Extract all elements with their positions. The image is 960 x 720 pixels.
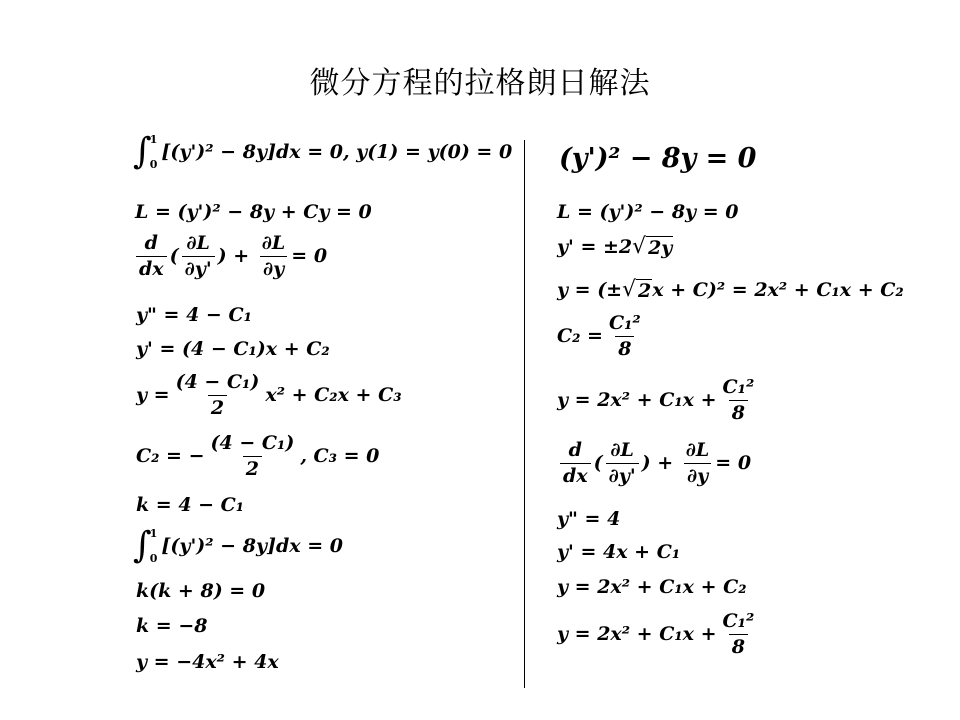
- right-substituted-solution: [557, 378, 760, 423]
- sqrt: √ 2: [622, 277, 652, 303]
- frac-den: dx: [136, 256, 167, 279]
- lhs: y =: [136, 384, 170, 406]
- problem-body: [(y')² − 8y]dx = 0, y(1) = y(0) = 0: [161, 140, 513, 163]
- frac-num: ∂L: [186, 232, 210, 254]
- left-constraint: [133, 525, 343, 566]
- frac-den: ∂y: [684, 463, 711, 486]
- frac-num: (4 − C₁): [175, 371, 260, 393]
- frac-den: 8: [729, 400, 748, 423]
- left-general-solution: [136, 373, 402, 418]
- left-k-value: k = −8: [136, 615, 208, 637]
- lhs: y' = ±2: [557, 235, 633, 258]
- right-first-derivative: [557, 236, 673, 258]
- integral-sign: ∫ 1 0: [133, 131, 158, 172]
- right-first-derivative-2: y' = 4x + C₁: [557, 541, 681, 563]
- right-euler-lagrange: $\frac{d}{dx}$ ( $\frac{\partial L}{\partial y'}$ ) + $\frac{\partial L}{\partial y}$ = 0: [557, 441, 751, 486]
- left-second-derivative: y" = 4 − C₁: [136, 304, 252, 326]
- frac-num: ∂L: [685, 439, 710, 461]
- right-ode: (y')² − 8y = 0: [559, 143, 757, 174]
- column-divider: [524, 140, 525, 688]
- constraint-body: [(y')² − 8y]dx = 0: [161, 534, 343, 557]
- rest: , C₃ = 0: [300, 445, 380, 467]
- right-second-derivative: y" = 4: [557, 508, 621, 530]
- left-euler-lagrange: $\frac{d}{dx}$ ( $\frac{\partial L}{\partial y'}$ ) + $\frac{\partial L}{\partial y}$ = 0: [133, 234, 327, 279]
- radicand: 2y: [648, 237, 673, 259]
- left-final-solution: y = −4x² + 4x: [136, 651, 279, 673]
- lhs: y = (±: [557, 278, 623, 301]
- frac-den: 8: [729, 634, 748, 657]
- lhs: C₂ = −: [136, 445, 205, 467]
- frac-den: dx: [560, 463, 591, 486]
- lower-limit: 0: [149, 158, 158, 171]
- left-first-derivative: y' = (4 − C₁)x + C₂: [136, 338, 330, 360]
- euler-rhs: = 0: [291, 245, 328, 267]
- rest: x + C)² = 2x² + C₁x + C₂: [652, 278, 904, 301]
- right-lagrangian: L = (y')² − 8y = 0: [557, 201, 739, 223]
- frac-den: ∂y: [260, 256, 287, 279]
- left-constants: [136, 434, 379, 479]
- right-final-solution: [557, 612, 760, 657]
- right-squared-solution: [557, 279, 904, 301]
- frac-num: C₁²: [722, 376, 755, 398]
- frac-den: 2: [208, 395, 227, 418]
- left-k-equation: k(k + 8) = 0: [136, 580, 266, 602]
- frac-num: (4 − C₁): [210, 432, 295, 454]
- sqrt: √ 2y: [632, 234, 673, 260]
- page-title: 微分方程的拉格朗日解法: [309, 66, 651, 101]
- upper-limit: 1: [149, 527, 158, 540]
- rest: x² + C₂x + C₃: [265, 384, 402, 406]
- integral-sign: ∫ 1 0: [133, 525, 158, 566]
- right-c2: [557, 314, 647, 359]
- frac-num: d: [568, 439, 582, 461]
- left-lagrangian: L = (y')² − 8y + Cy = 0: [135, 201, 372, 223]
- frac-den: ∂y': [606, 463, 639, 486]
- lower-limit: 0: [149, 552, 158, 565]
- frac-den: 8: [615, 336, 634, 359]
- lhs: C₂ =: [557, 325, 603, 347]
- lhs: y = 2x² + C₁x +: [557, 623, 717, 645]
- frac-num: d: [144, 232, 158, 254]
- radicand: 2: [638, 280, 652, 302]
- left-problem-statement: [133, 131, 513, 172]
- left-k-definition: k = 4 − C₁: [136, 494, 245, 516]
- frac-num: C₁²: [722, 610, 755, 632]
- upper-limit: 1: [149, 133, 158, 146]
- frac-den: 2: [243, 456, 262, 479]
- frac-den: ∂y': [182, 256, 215, 279]
- frac-num: ∂L: [610, 439, 634, 461]
- frac-num: C₁²: [608, 312, 641, 334]
- lhs: y = 2x² + C₁x +: [557, 389, 717, 411]
- right-general-solution: y = 2x² + C₁x + C₂: [557, 576, 747, 598]
- frac-num: ∂L: [261, 232, 286, 254]
- euler-rhs: = 0: [715, 452, 752, 474]
